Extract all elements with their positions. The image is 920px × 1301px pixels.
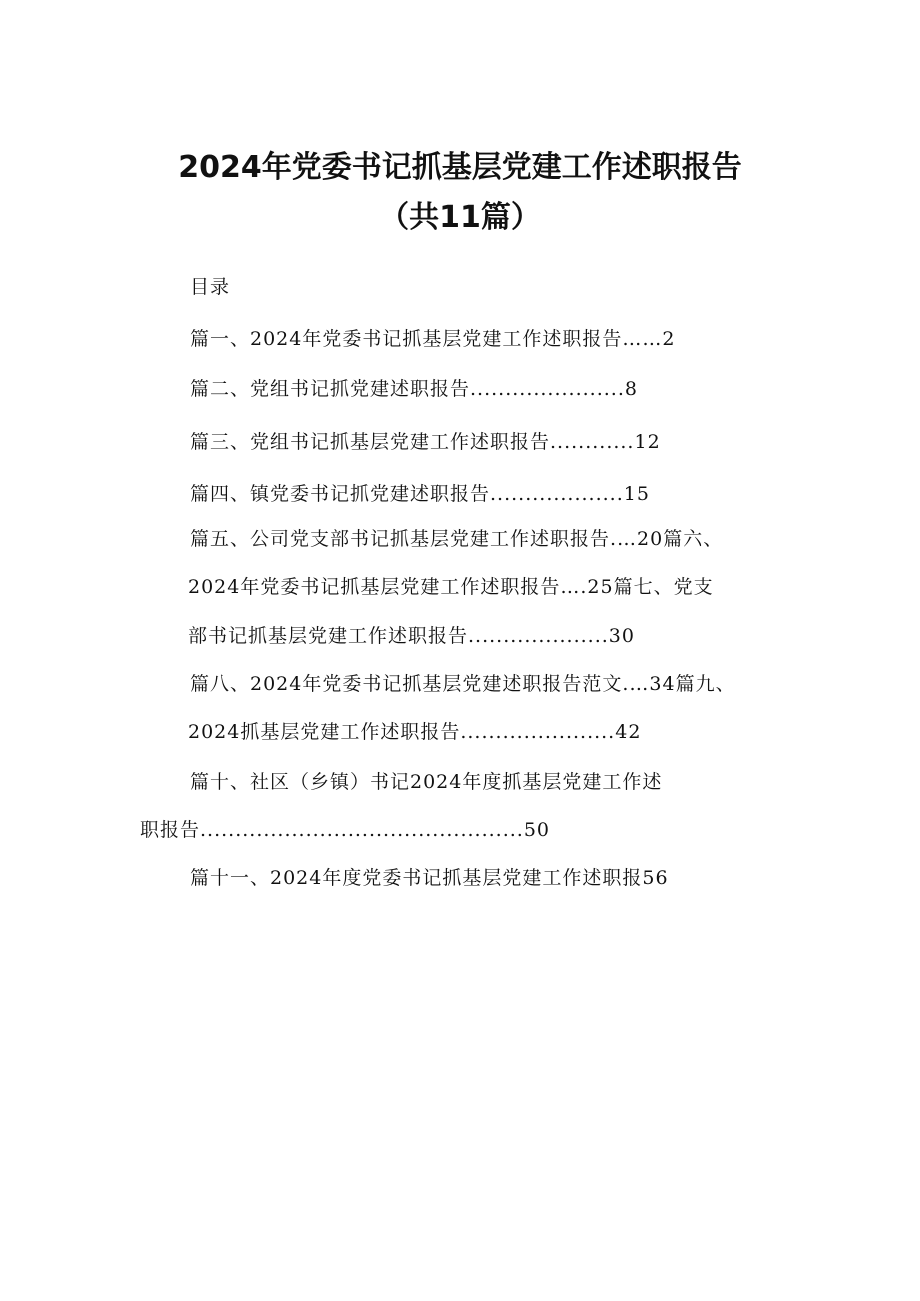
toc-entry-7-line[interactable]: 部书记抓基层党建工作述职报告....................30	[188, 625, 635, 647]
toc-entry-1[interactable]: 篇一、2024年党委书记抓基层党建工作述职报告……2	[190, 328, 676, 350]
toc-entry-9-line[interactable]: 2024抓基层党建工作述职报告......................42	[188, 721, 642, 743]
document-title: 2024年党委书记抓基层党建工作述职报告	[178, 150, 742, 185]
toc-entry-10-continued[interactable]: 职报告..............................................50	[140, 819, 550, 841]
toc-entry-6-line[interactable]: 2024年党委书记抓基层党建工作述职报告….25篇七、党支	[188, 576, 714, 598]
toc-heading: 目录	[190, 276, 231, 298]
toc-entry-4[interactable]: 篇四、镇党委书记抓党建述职报告...................15	[190, 483, 650, 505]
document-subtitle: （共11篇）	[379, 200, 541, 235]
toc-entry-11[interactable]: 篇十一、2024年度党委书记抓基层党建工作述职报56	[190, 867, 669, 889]
toc-entry-2[interactable]: 篇二、党组书记抓党建述职报告......................8	[190, 378, 638, 400]
toc-entry-8-line[interactable]: 篇八、2024年党委书记抓基层党建述职报告范文.…34篇九、	[190, 673, 736, 695]
toc-entry-3[interactable]: 篇三、党组书记抓基层党建工作述职报告............12	[190, 431, 661, 453]
toc-entry-10-line[interactable]: 篇十、社区（乡镇）书记2024年度抓基层党建工作述	[190, 771, 663, 793]
toc-entry-5-line[interactable]: 篇五、公司党支部书记抓基层党建工作述职报告.…20篇六、	[190, 528, 724, 550]
